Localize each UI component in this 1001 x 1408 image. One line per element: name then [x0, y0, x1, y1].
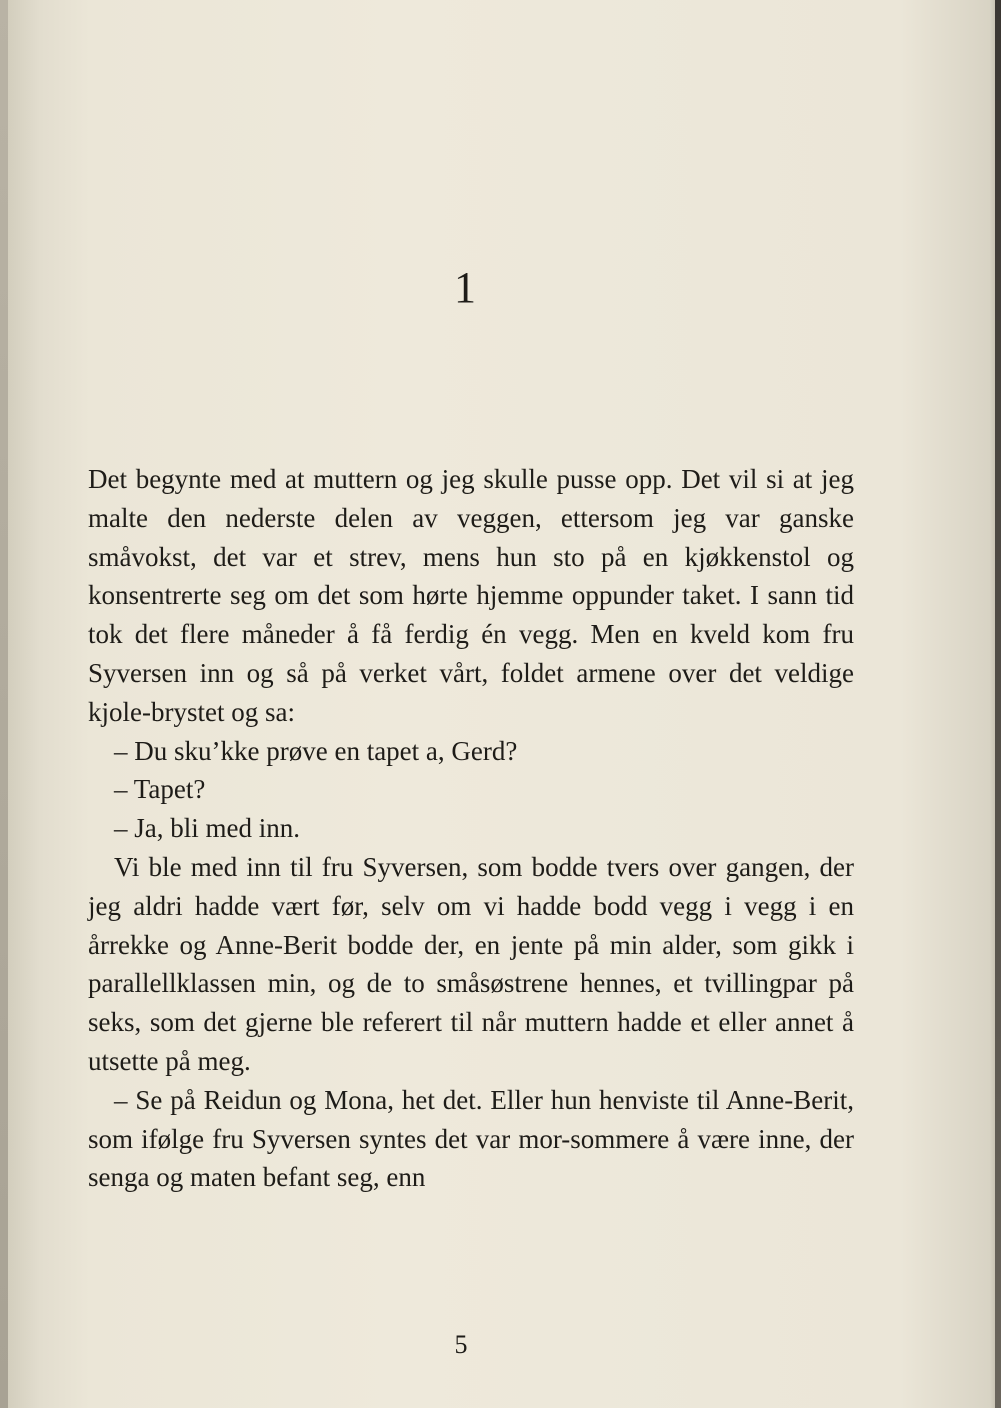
dialogue-line: – Du sku’kke prøve en tapet a, Gerd? [114, 735, 518, 766]
paragraph: Vi ble med inn til fru Syversen, som bodde tvers over gangen, der jeg aldri hadde vært før, selv om vi hadde bodd vegg i vegg i en årrekke og Anne-Berit bodde der, en jente på min alder, som gikk i parallellklassen min, og de to småsøstrene hennes, et tvillingpar på seks, som det gjerne ble referert til når muttern hadde et eller annet å utsette på meg. [88, 851, 854, 1076]
chapter-body [88, 460, 854, 1197]
paragraph: Det begynte med at muttern og jeg skulle pusse opp. Det vil si at jeg malte den nederste delen av veggen, ettersom jeg var ganske småvokst, det var et strev, mens hun sto på en kjøkkenstol og konsentrerte seg om det som hørte hjemme oppunder taket. I sann tid tok det flere måneder å få ferdig én vegg. Men en kveld kom fru Syversen inn og så på verket vårt, foldet armene over det veldige kjole-brystet og sa: [88, 464, 854, 727]
paragraph: – Se på Reidun og Mona, het det. Eller hun henviste til Anne-Berit, som ifølge fru Syversen syntes det var mor-sommere å være inne, der senga og maten befant seg, enn [88, 1084, 854, 1193]
dialogue-line: – Tapet? [114, 774, 206, 805]
page-outer-edge [995, 0, 1001, 1408]
dialogue-line: – Ja, bli med inn. [114, 813, 300, 844]
page-number: 5 [454, 1330, 468, 1359]
page-gutter-edge [0, 0, 8, 1408]
chapter-number: 1 [454, 263, 476, 312]
